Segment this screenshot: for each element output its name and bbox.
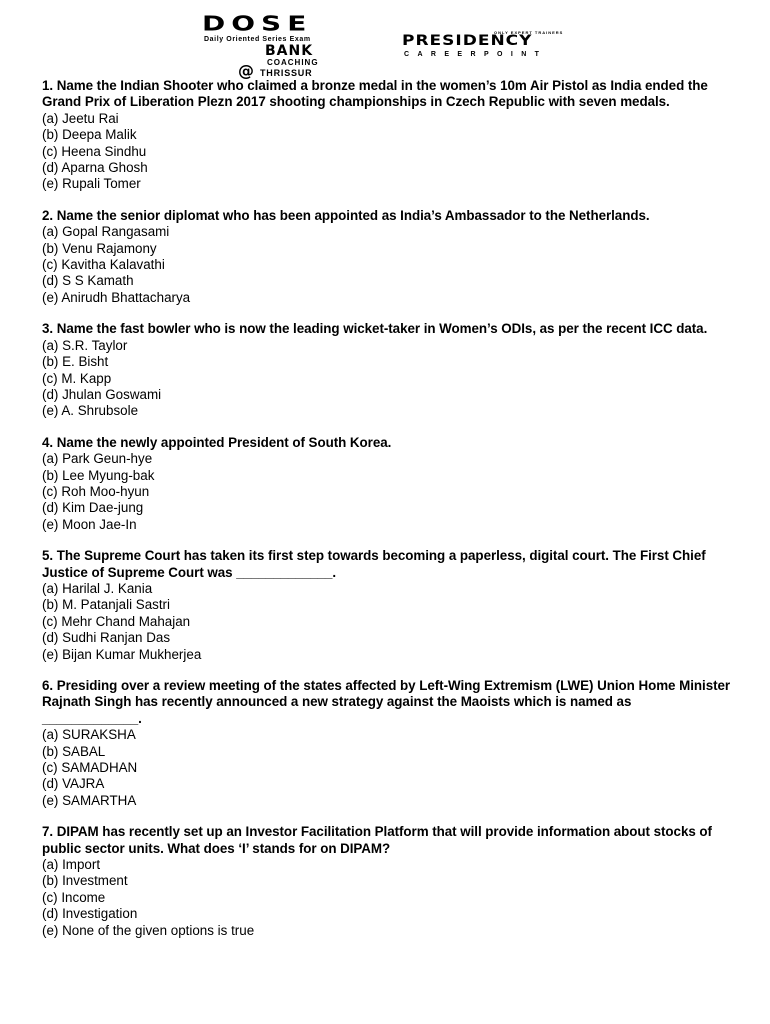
option-b: (b) Deepa Malik: [42, 127, 137, 143]
option-d: (d) Investigation: [42, 906, 138, 922]
option-d: (d) S S Kamath: [42, 273, 134, 289]
option-d: (d) Sudhi Ranjan Das: [42, 630, 171, 646]
option-d: (d) Kim Dae-jung: [42, 500, 144, 516]
option-e: (e) Anirudh Bhattacharya: [42, 289, 191, 305]
question-6: [42, 678, 732, 809]
presidency-logo-small-text: ONLY EXPERT TRAINERS: [494, 30, 564, 35]
question-text: 5. The Supreme Court has taken its first step towards becoming a paperless, digital court. The First Chief Justice of Supreme Court was _____________.: [42, 548, 706, 580]
question-7: [42, 824, 732, 939]
option-a: (a) Gopal Rangasami: [42, 224, 170, 240]
option-e: (e) None of the given options is true: [42, 922, 255, 938]
dose-logo-city: THRISSUR: [260, 68, 313, 78]
question-2: [42, 208, 732, 306]
option-b: (b) Investment: [42, 873, 128, 889]
presidency-career-point-logo: [402, 30, 602, 62]
option-a: (a) Park Geun-hye: [42, 451, 153, 467]
dose-logo-word: DOSE: [202, 11, 313, 36]
question-text: 6. Presiding over a review meeting of the states affected by Left-Wing Extremism (LWE) Union Home Minister Rajnath Singh has recently announced a new strategy against the Maoists which is named as _____________.: [42, 678, 731, 726]
option-c: (c) M. Kapp: [42, 370, 112, 386]
option-b: (b) Lee Myung-bak: [42, 467, 155, 483]
question-text: 1. Name the Indian Shooter who claimed a bronze medal in the women’s 10m Air Pistol as India ended the Grand Prix of Liberation Plezn 2017 shooting championships in Czech Republic with seven medals.: [42, 78, 708, 110]
option-e: (e) Moon Jae-In: [42, 516, 137, 532]
option-c: (c) Roh Moo-hyun: [42, 483, 150, 499]
option-c: (c) Mehr Chand Mahajan: [42, 613, 191, 629]
presidency-logo-sub: CAREERPOINT: [404, 51, 548, 58]
option-d: (d) Aparna Ghosh: [42, 160, 148, 176]
question-3: [42, 321, 732, 419]
dose-logo-coaching: COACHING: [267, 58, 319, 67]
question-4: [42, 435, 732, 533]
dose-logo-bank: BANK: [265, 43, 314, 59]
option-a: (a) Jeetu Rai: [42, 110, 119, 126]
question-1: [42, 78, 732, 193]
option-a: (a) SURAKSHA: [42, 727, 136, 743]
option-c: (c) Heena Sindhu: [42, 143, 147, 159]
option-b: (b) M. Patanjali Sastri: [42, 597, 170, 613]
dose-logo-at: @: [238, 61, 254, 80]
option-c: (c) Income: [42, 889, 106, 905]
question-list: [42, 78, 732, 954]
question-5: [42, 548, 732, 663]
question-text: 7. DIPAM has recently set up an Investor Facilitation Platform that will provide information about stocks of public sector units. What does ‘I’ stands for on DIPAM?: [42, 824, 712, 856]
option-e: (e) A. Shrubsole: [42, 403, 139, 419]
option-c: (c) SAMADHAN: [42, 760, 138, 776]
option-b: (b) Venu Rajamony: [42, 240, 157, 256]
option-d: (d) Jhulan Goswami: [42, 386, 162, 402]
option-a: (a) S.R. Taylor: [42, 337, 128, 353]
question-text: 2. Name the senior diplomat who has been appointed as India’s Ambassador to the Netherlands.: [42, 207, 650, 223]
option-e: (e) Rupali Tomer: [42, 176, 141, 192]
option-b: (b) SABAL: [42, 743, 106, 759]
option-e: (e) Bijan Kumar Mukherjea: [42, 646, 202, 662]
option-c: (c) Kavitha Kalavathi: [42, 257, 165, 273]
option-a: (a) Harilal J. Kania: [42, 580, 153, 596]
option-a: (a) Import: [42, 857, 101, 873]
question-text: 4. Name the newly appointed President of South Korea.: [42, 434, 392, 450]
question-text: 3. Name the fast bowler who is now the leading wicket-taker in Women’s ODIs, as per the recent ICC data.: [42, 321, 708, 337]
option-e: (e) SAMARTHA: [42, 792, 137, 808]
presidency-logo-word: PRESIDENCY: [402, 32, 533, 50]
option-b: (b) E. Bisht: [42, 354, 109, 370]
option-d: (d) VAJRA: [42, 776, 105, 792]
dose-bank-coaching-logo: [200, 11, 345, 80]
dose-logo-tagline: Daily Oriented Series Exam: [204, 36, 311, 43]
